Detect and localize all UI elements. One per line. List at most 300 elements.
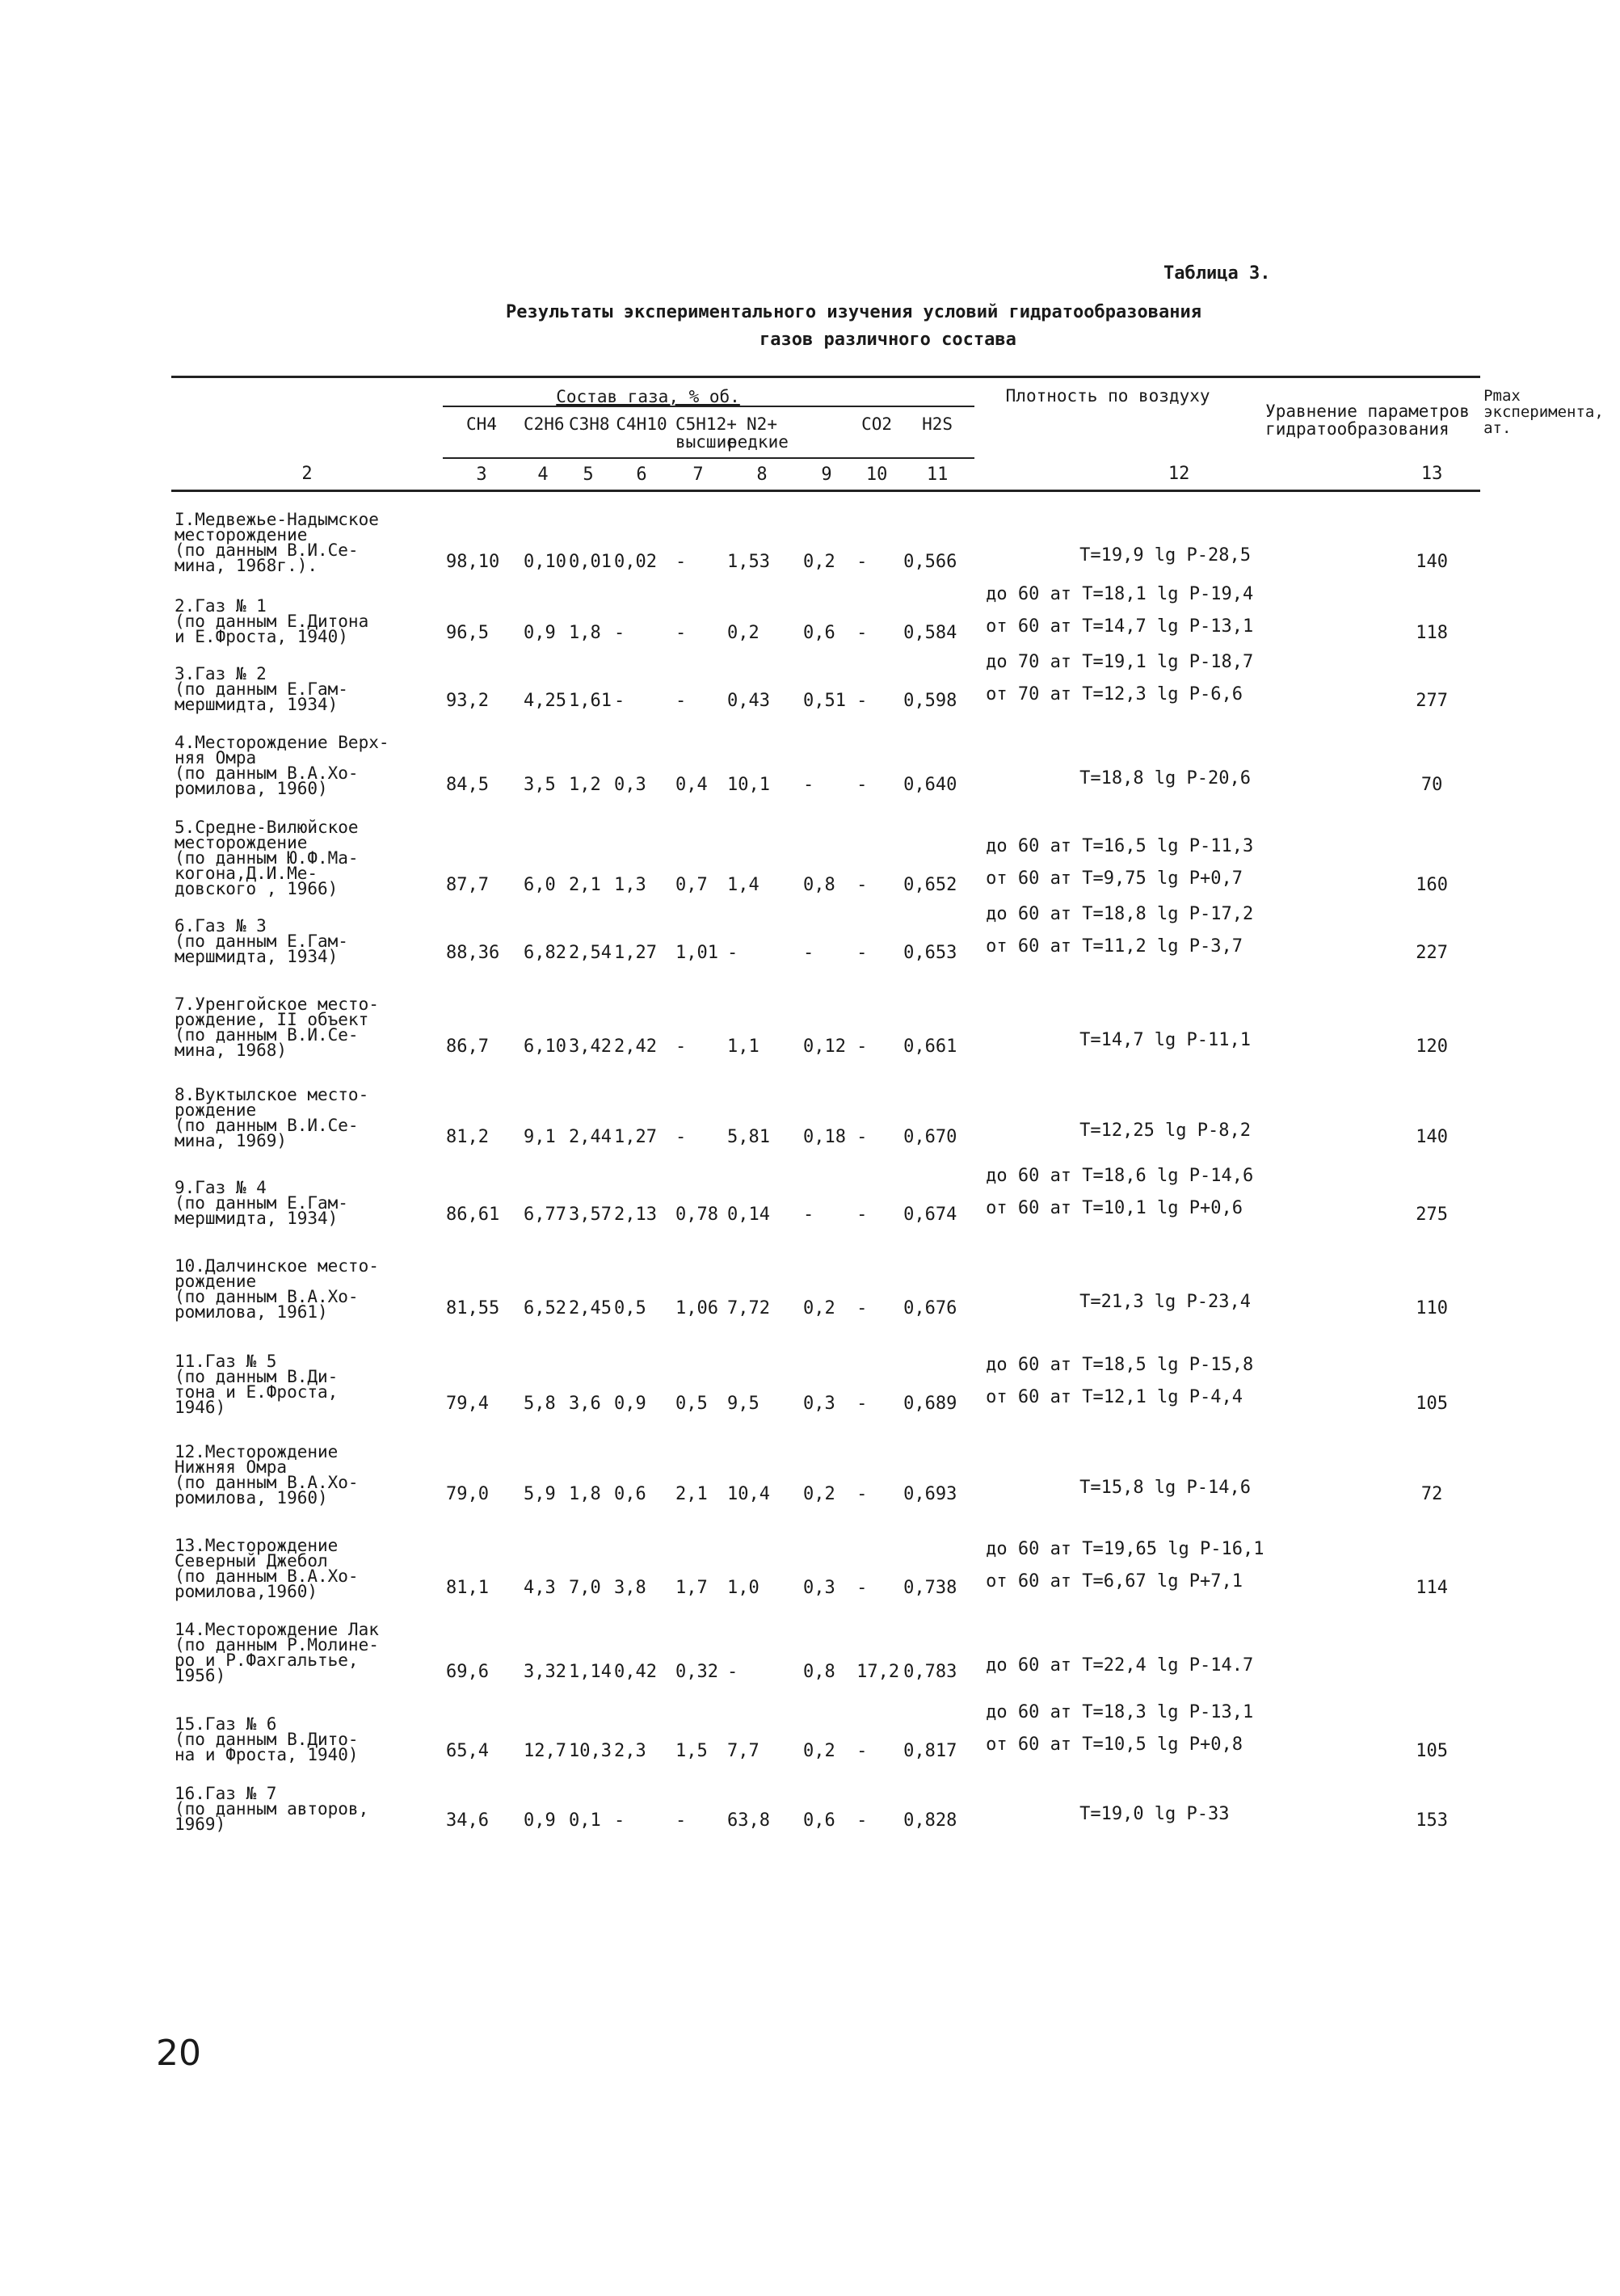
c3h8-cell: 7,0 [569, 1577, 601, 1598]
c2h6-cell: 6,82 [524, 942, 566, 963]
equation-line: T=21,3 lg P-23,4 [1079, 1291, 1252, 1312]
row-name-cell [171, 1601, 443, 1685]
h2s-cell: - [856, 1036, 868, 1057]
h2s-cell: 17,2 [856, 1661, 900, 1682]
column-number: 13 [1383, 458, 1480, 491]
row-name-line: мершмидта, 1934) [175, 694, 339, 714]
equation-line: от 70 ат T=12,3 lg P-6,6 [986, 683, 1243, 704]
density-cell: 0,652 [903, 874, 957, 895]
h2s-cell: - [856, 690, 868, 711]
ch4-cell: 79,4 [446, 1393, 489, 1414]
pmax-cell: 114 [1416, 1577, 1448, 1598]
row-name-line: (по данным Е.Гам- [175, 679, 348, 699]
c4h10-cell: 1,3 [614, 874, 646, 895]
column-number: 4 [520, 458, 566, 491]
n2-cell: 63,8 [727, 1810, 770, 1831]
h2s-cell: - [856, 622, 868, 643]
table-row [171, 1150, 1480, 1228]
column-number: 9 [800, 458, 853, 491]
row-name-line: мершмидта, 1934) [175, 1208, 339, 1228]
row-name-line: (по данным В.И.Се- [175, 1115, 359, 1135]
ch4-cell: 96,5 [446, 622, 489, 643]
row-name-cell [171, 491, 443, 575]
c4h10-cell: 3,8 [614, 1577, 646, 1598]
table-row [171, 1322, 1480, 1417]
c2h6-cell: 3,5 [524, 774, 556, 795]
ch4-cell: 87,7 [446, 874, 489, 895]
c5h12-cell: 0,5 [675, 1393, 708, 1414]
row-name-line: тона и Е.Фроста, [175, 1381, 339, 1402]
density-cell: 0,670 [903, 1126, 957, 1147]
c3h8-cell: 10,3 [569, 1740, 612, 1761]
co2-cell: 0,2 [803, 1297, 835, 1318]
row-name-line: (по данным В.А.Хо- [175, 1286, 359, 1306]
table-row [171, 646, 1480, 714]
column-number: 8 [724, 458, 800, 491]
row-name-line: месторождение [175, 832, 308, 852]
pmax-cell: 110 [1416, 1297, 1448, 1318]
equation-line: T=19,0 lg P-33 [1079, 1803, 1230, 1824]
pmax-cell: 140 [1416, 551, 1448, 572]
row-name-line: мина, 1968) [175, 1040, 288, 1060]
equation-cell [974, 966, 1383, 1060]
c2h6-cell: 4,3 [524, 1577, 556, 1598]
pmax-cell: 120 [1416, 1036, 1448, 1057]
row-name-line: (по данным В.А.Хо- [175, 763, 359, 783]
n2-cell: 7,72 [727, 1297, 770, 1318]
pmax-cell: 105 [1416, 1393, 1448, 1414]
table-body [171, 491, 1480, 1834]
row-name-line: (по данным В.И.Се- [175, 1024, 359, 1045]
header-ch4: CH4 [466, 414, 497, 434]
c4h10-cell: - [614, 690, 625, 711]
c3h8-cell: 2,44 [569, 1126, 612, 1147]
equation-cell [974, 1228, 1383, 1322]
h2s-cell: - [856, 1126, 868, 1147]
row-name-line: мершмидта, 1934) [175, 946, 339, 966]
row-name-cell [171, 714, 443, 798]
c2h6-cell: 3,32 [524, 1661, 566, 1682]
pmax-cell: 153 [1416, 1810, 1448, 1831]
row-name-line: 1969) [175, 1814, 226, 1834]
c4h10-cell: 2,13 [614, 1204, 657, 1225]
header-composition: Состав газа, % об. [556, 387, 740, 406]
co2-cell: 0,12 [803, 1036, 846, 1057]
equation-cell [974, 491, 1383, 575]
n2-cell: 1,53 [727, 551, 770, 572]
n2-cell: - [727, 942, 738, 963]
row-name-line: ромилова, 1961) [175, 1301, 328, 1322]
c3h8-cell: 2,54 [569, 942, 612, 963]
c2h6-cell: 12,7 [524, 1740, 566, 1761]
table-title-line1: Результаты экспериментального изучения условий гидратообразования [506, 302, 1201, 322]
h2s-cell: - [856, 1393, 868, 1414]
c4h10-cell: 1,27 [614, 1126, 657, 1147]
row-name-line: (по данным В.А.Хо- [175, 1566, 359, 1586]
c3h8-cell: 1,8 [569, 622, 601, 643]
co2-cell: 0,6 [803, 622, 835, 643]
n2-cell: 9,5 [727, 1393, 760, 1414]
row-name-cell [171, 1417, 443, 1508]
row-name-line: ромилова,1960) [175, 1581, 318, 1601]
h2s-cell: - [856, 1483, 868, 1504]
table-row [171, 1417, 1480, 1508]
n2-cell: 7,7 [727, 1740, 760, 1761]
header-row-1: Состав газа, % об. Плотность по воздуху Уравнение параметров гидратообразования Pmax эксперимента, ат. [171, 377, 1480, 407]
row-name-line: 5.Средне-Вилюйское [175, 817, 359, 837]
c5h12-cell: - [675, 551, 687, 572]
c4h10-cell: - [614, 1810, 625, 1831]
row-name-line: няя Омра [175, 747, 257, 767]
column-number-row [171, 458, 1480, 491]
n2-cell: - [727, 1661, 738, 1682]
row-name-line: 12.Месторождение [175, 1441, 339, 1461]
row-name-line: 4.Месторождение Верх- [175, 732, 389, 752]
co2-cell: 0,18 [803, 1126, 846, 1147]
equation-cell [974, 1417, 1383, 1508]
header-n2: N2+ [747, 414, 777, 434]
equation-line: от 60 ат T=6,67 lg P+7,1 [986, 1571, 1243, 1592]
row-name-line: (по данным авторов, [175, 1798, 369, 1819]
density-cell: 0,566 [903, 551, 957, 572]
row-name-cell [171, 1508, 443, 1601]
equation-line: до 60 ат T=18,6 lg P-14,6 [986, 1165, 1254, 1186]
co2-cell: 0,2 [803, 551, 835, 572]
row-name-line: 14.Месторождение Лак [175, 1619, 379, 1639]
equation-cell [974, 1685, 1383, 1764]
c5h12-cell: 0,7 [675, 874, 708, 895]
c5h12-cell: 0,32 [675, 1661, 718, 1682]
co2-cell: 0,2 [803, 1483, 835, 1504]
ch4-cell: 84,5 [446, 774, 489, 795]
c5h12-cell: 0,78 [675, 1204, 718, 1225]
c5h12-cell: 1,7 [675, 1577, 708, 1598]
n2-cell: 1,4 [727, 874, 760, 895]
equation-line: до 60 ат T=18,8 lg P-17,2 [986, 903, 1254, 924]
row-name-line: рождение [175, 1271, 257, 1291]
co2-cell: - [803, 942, 814, 963]
table-row [171, 575, 1480, 646]
row-name-line: (по данным В.И.Се- [175, 540, 359, 560]
equation-line: до 60 ат T=16,5 lg P-11,3 [986, 835, 1254, 856]
row-name-line: мина, 1968г.). [175, 555, 318, 575]
n2-cell: 10,4 [727, 1483, 770, 1504]
hydrate-formation-table [171, 376, 1604, 1834]
c5h12-cell: - [675, 622, 687, 643]
ch4-cell: 86,7 [446, 1036, 489, 1057]
row-name-line: довского , 1966) [175, 878, 339, 898]
table-row [171, 714, 1480, 798]
row-name-line: (по данным В.Дито- [175, 1729, 359, 1749]
n2-cell: 1,1 [727, 1036, 760, 1057]
table-row [171, 1601, 1480, 1685]
density-cell: 0,817 [903, 1740, 957, 1761]
header-c4h10: C4H10 [616, 414, 667, 434]
c2h6-cell: 9,1 [524, 1126, 556, 1147]
c3h8-cell: 0,01 [569, 551, 612, 572]
pmax-cell: 227 [1416, 942, 1448, 963]
ch4-cell: 98,10 [446, 551, 500, 572]
row-name-cell [171, 1150, 443, 1228]
pmax-cell: 277 [1416, 690, 1448, 711]
table-row [171, 1685, 1480, 1764]
c2h6-cell: 0,10 [524, 551, 566, 572]
density-cell: 0,783 [903, 1661, 957, 1682]
equation-cell [974, 798, 1383, 898]
density-cell: 0,693 [903, 1483, 957, 1504]
density-cell: 0,661 [903, 1036, 957, 1057]
n2-cell: 5,81 [727, 1126, 770, 1147]
c3h8-cell: 2,1 [569, 874, 601, 895]
ch4-cell: 79,0 [446, 1483, 489, 1504]
c4h10-cell: 0,9 [614, 1393, 646, 1414]
table-row [171, 491, 1480, 575]
table-row [171, 898, 1480, 966]
row-name-line: (по данным Е.Дитона [175, 611, 369, 631]
column-number: 6 [611, 458, 672, 491]
ch4-cell: 93,2 [446, 690, 489, 711]
column-number: 5 [566, 458, 611, 491]
c3h8-cell: 2,45 [569, 1297, 612, 1318]
header-rare: редкие [724, 433, 853, 458]
row-name-cell [171, 646, 443, 714]
equation-cell [974, 714, 1383, 798]
header-h2s: H2S [922, 414, 953, 434]
density-cell: 0,689 [903, 1393, 957, 1414]
pmax-cell: 70 [1420, 774, 1443, 795]
c2h6-cell: 0,9 [524, 622, 556, 643]
equation-cell [974, 1150, 1383, 1228]
row-name-line: (по данным Р.Молине- [175, 1634, 379, 1655]
row-name-line: (по данным Е.Гам- [175, 1192, 348, 1213]
column-number: 12 [974, 458, 1383, 491]
equation-cell [974, 575, 1383, 646]
pmax-cell: 140 [1416, 1126, 1448, 1147]
row-name-line: когона,Д.И.Ме- [175, 863, 318, 883]
c5h12-cell: - [675, 1126, 687, 1147]
equation-cell [974, 898, 1383, 966]
c2h6-cell: 0,9 [524, 1810, 556, 1831]
equation-line: T=15,8 lg P-14,6 [1079, 1477, 1252, 1498]
row-name-line: 15.Газ № 6 [175, 1714, 277, 1734]
table-label: Таблица 3. [1163, 263, 1271, 284]
row-name-line: (по данным Е.Гам- [175, 931, 348, 951]
column-number: 2 [171, 458, 443, 491]
header-co2: CO2 [861, 414, 893, 434]
h2s-cell: - [856, 942, 868, 963]
table-row [171, 1508, 1480, 1601]
density-cell: 0,676 [903, 1297, 957, 1318]
c4h10-cell: 0,02 [614, 551, 657, 572]
c3h8-cell: 3,42 [569, 1036, 612, 1057]
pmax-cell: 105 [1416, 1740, 1448, 1761]
row-name-line: (по данным Ю.Ф.Ма- [175, 847, 359, 868]
h2s-cell: - [856, 1810, 868, 1831]
h2s-cell: - [856, 874, 868, 895]
row-name-line: ро и Р.Фахгальтье, [175, 1650, 359, 1670]
h2s-cell: - [856, 1204, 868, 1225]
co2-cell: 0,51 [803, 690, 846, 711]
equation-line: T=19,9 lg P-28,5 [1079, 545, 1252, 566]
row-name-line: 13.Месторождение [175, 1535, 339, 1555]
n2-cell: 1,0 [727, 1577, 760, 1598]
row-name-line: 9.Газ № 4 [175, 1177, 267, 1197]
row-name-line: рождение [175, 1100, 257, 1120]
row-name-line: месторождение [175, 524, 308, 545]
header-c2h6: C2H6 [524, 414, 565, 434]
ch4-cell: 88,36 [446, 942, 500, 963]
density-cell: 0,828 [903, 1810, 957, 1831]
c4h10-cell: 0,6 [614, 1483, 646, 1504]
c2h6-cell: 6,10 [524, 1036, 566, 1057]
equation-line: до 60 ат T=19,65 lg P-16,1 [986, 1538, 1264, 1559]
row-name-line: Нижняя Омра [175, 1457, 288, 1477]
row-name-cell [171, 1060, 443, 1150]
c4h10-cell: 0,42 [614, 1661, 657, 1682]
row-name-line: 7.Уренгойское место- [175, 994, 379, 1014]
table-row [171, 1228, 1480, 1322]
ch4-cell: 86,61 [446, 1204, 500, 1225]
c5h12-cell: 0,4 [675, 774, 708, 795]
equation-line: до 60 ат T=18,1 lg P-19,4 [986, 583, 1254, 604]
equation-cell [974, 1060, 1383, 1150]
header-density: Плотность по воздуху [1005, 386, 1210, 406]
row-name-line: (по данным В.Ди- [175, 1366, 339, 1386]
row-name-line: 3.Газ № 2 [175, 663, 267, 683]
row-name-line: 10.Далчинское место- [175, 1255, 379, 1276]
table-title-line2: газов различного состава [760, 330, 1016, 350]
table-row [171, 1764, 1480, 1834]
row-name-line: 11.Газ № 5 [175, 1351, 277, 1371]
co2-cell: 0,2 [803, 1740, 835, 1761]
c5h12-cell: - [675, 690, 687, 711]
c3h8-cell: 1,2 [569, 774, 601, 795]
row-name-line: 1956) [175, 1665, 226, 1685]
row-name-line: I.Медвежье-Надымское [175, 509, 379, 529]
row-name-line: Северный Джебол [175, 1550, 328, 1571]
co2-cell: 0,3 [803, 1577, 835, 1598]
equation-cell [974, 1322, 1383, 1417]
equation-line: от 60 ат T=10,1 lg P+0,6 [986, 1197, 1243, 1218]
row-name-cell [171, 1322, 443, 1417]
density-cell: 0,738 [903, 1577, 957, 1598]
c2h6-cell: 5,8 [524, 1393, 556, 1414]
density-cell: 0,674 [903, 1204, 957, 1225]
column-number: 3 [443, 458, 520, 491]
c2h6-cell: 6,77 [524, 1204, 566, 1225]
co2-cell: 0,6 [803, 1810, 835, 1831]
equation-line: до 60 ат T=22,4 lg P-14.7 [986, 1655, 1254, 1676]
h2s-cell: - [856, 551, 868, 572]
c4h10-cell: - [614, 622, 625, 643]
c4h10-cell: 0,3 [614, 774, 646, 795]
c5h12-cell: 1,06 [675, 1297, 718, 1318]
column-number: 7 [672, 458, 724, 491]
density-cell: 0,653 [903, 942, 957, 963]
c4h10-cell: 1,27 [614, 942, 657, 963]
equation-line: до 60 ат T=18,5 lg P-15,8 [986, 1354, 1254, 1375]
equation-cell [974, 1508, 1383, 1601]
equation-line: T=12,25 lg P-8,2 [1079, 1120, 1252, 1141]
c5h12-cell: 1,5 [675, 1740, 708, 1761]
c2h6-cell: 6,52 [524, 1297, 566, 1318]
row-name-line: 6.Газ № 3 [175, 915, 267, 936]
equation-line: T=14,7 lg P-11,1 [1079, 1029, 1252, 1050]
row-name-line: 8.Вуктылское место- [175, 1084, 369, 1104]
c5h12-cell: 1,01 [675, 942, 718, 963]
column-number: 10 [853, 458, 900, 491]
ch4-cell: 81,55 [446, 1297, 500, 1318]
row-name-line: ромилова, 1960) [175, 1487, 328, 1508]
header-c5h12: C5H12+ [675, 414, 737, 434]
equation-line: от 60 ат T=9,75 lg P+0,7 [986, 868, 1243, 889]
co2-cell: 0,3 [803, 1393, 835, 1414]
pmax-cell: 275 [1416, 1204, 1448, 1225]
ch4-cell: 65,4 [446, 1740, 489, 1761]
c3h8-cell: 1,8 [569, 1483, 601, 1504]
equation-cell [974, 646, 1383, 714]
c4h10-cell: 0,5 [614, 1297, 646, 1318]
pmax-cell: 160 [1416, 874, 1448, 895]
co2-cell: 0,8 [803, 874, 835, 895]
pmax-cell: 72 [1420, 1483, 1443, 1504]
equation-cell [974, 1764, 1383, 1834]
c2h6-cell: 6,0 [524, 874, 556, 895]
c5h12-cell: 2,1 [675, 1483, 708, 1504]
row-name-line: и Е.Фроста, 1940) [175, 626, 348, 646]
h2s-cell: - [856, 774, 868, 795]
ch4-cell: 69,6 [446, 1661, 489, 1682]
header-equation: Уравнение параметров гидратообразования [1265, 402, 1470, 439]
row-name-cell [171, 575, 443, 646]
h2s-cell: - [856, 1740, 868, 1761]
c3h8-cell: 1,61 [569, 690, 612, 711]
table-row [171, 966, 1480, 1060]
density-cell: 0,598 [903, 690, 957, 711]
header-c3h8: C3H8 [569, 414, 610, 434]
equation-line: до 70 ат T=19,1 lg P-18,7 [986, 651, 1254, 672]
row-name-cell [171, 1764, 443, 1834]
row-name-cell [171, 798, 443, 898]
n2-cell: 0,43 [727, 690, 770, 711]
c4h10-cell: 2,3 [614, 1740, 646, 1761]
co2-cell: 0,8 [803, 1661, 835, 1682]
row-name-line: 16.Газ № 7 [175, 1783, 277, 1803]
c5h12-cell: - [675, 1810, 687, 1831]
row-name-line: 2.Газ № 1 [175, 595, 267, 616]
c3h8-cell: 3,6 [569, 1393, 601, 1414]
co2-cell: - [803, 774, 814, 795]
pmax-cell [1383, 1601, 1480, 1685]
row-name-line: на и Фроста, 1940) [175, 1744, 359, 1764]
n2-cell: 0,2 [727, 622, 760, 643]
column-number: 11 [900, 458, 974, 491]
page-number: 20 [156, 2033, 201, 2074]
c2h6-cell: 4,25 [524, 690, 566, 711]
equation-line: от 60 ат T=11,2 lg P-3,7 [986, 936, 1243, 957]
header-higher: высшие [672, 433, 724, 458]
row-name-line: рождение, II объект [175, 1009, 369, 1029]
h2s-cell: - [856, 1577, 868, 1598]
n2-cell: 10,1 [727, 774, 770, 795]
row-name-line: ромилова, 1960) [175, 778, 328, 798]
h2s-cell: - [856, 1297, 868, 1318]
equation-line: от 60 ат T=12,1 lg P-4,4 [986, 1386, 1243, 1407]
row-name-cell [171, 1685, 443, 1764]
c4h10-cell: 2,42 [614, 1036, 657, 1057]
equation-line: от 60 ат T=10,5 lg P+0,8 [986, 1734, 1243, 1755]
row-name-line: (по данным В.А.Хо- [175, 1472, 359, 1492]
